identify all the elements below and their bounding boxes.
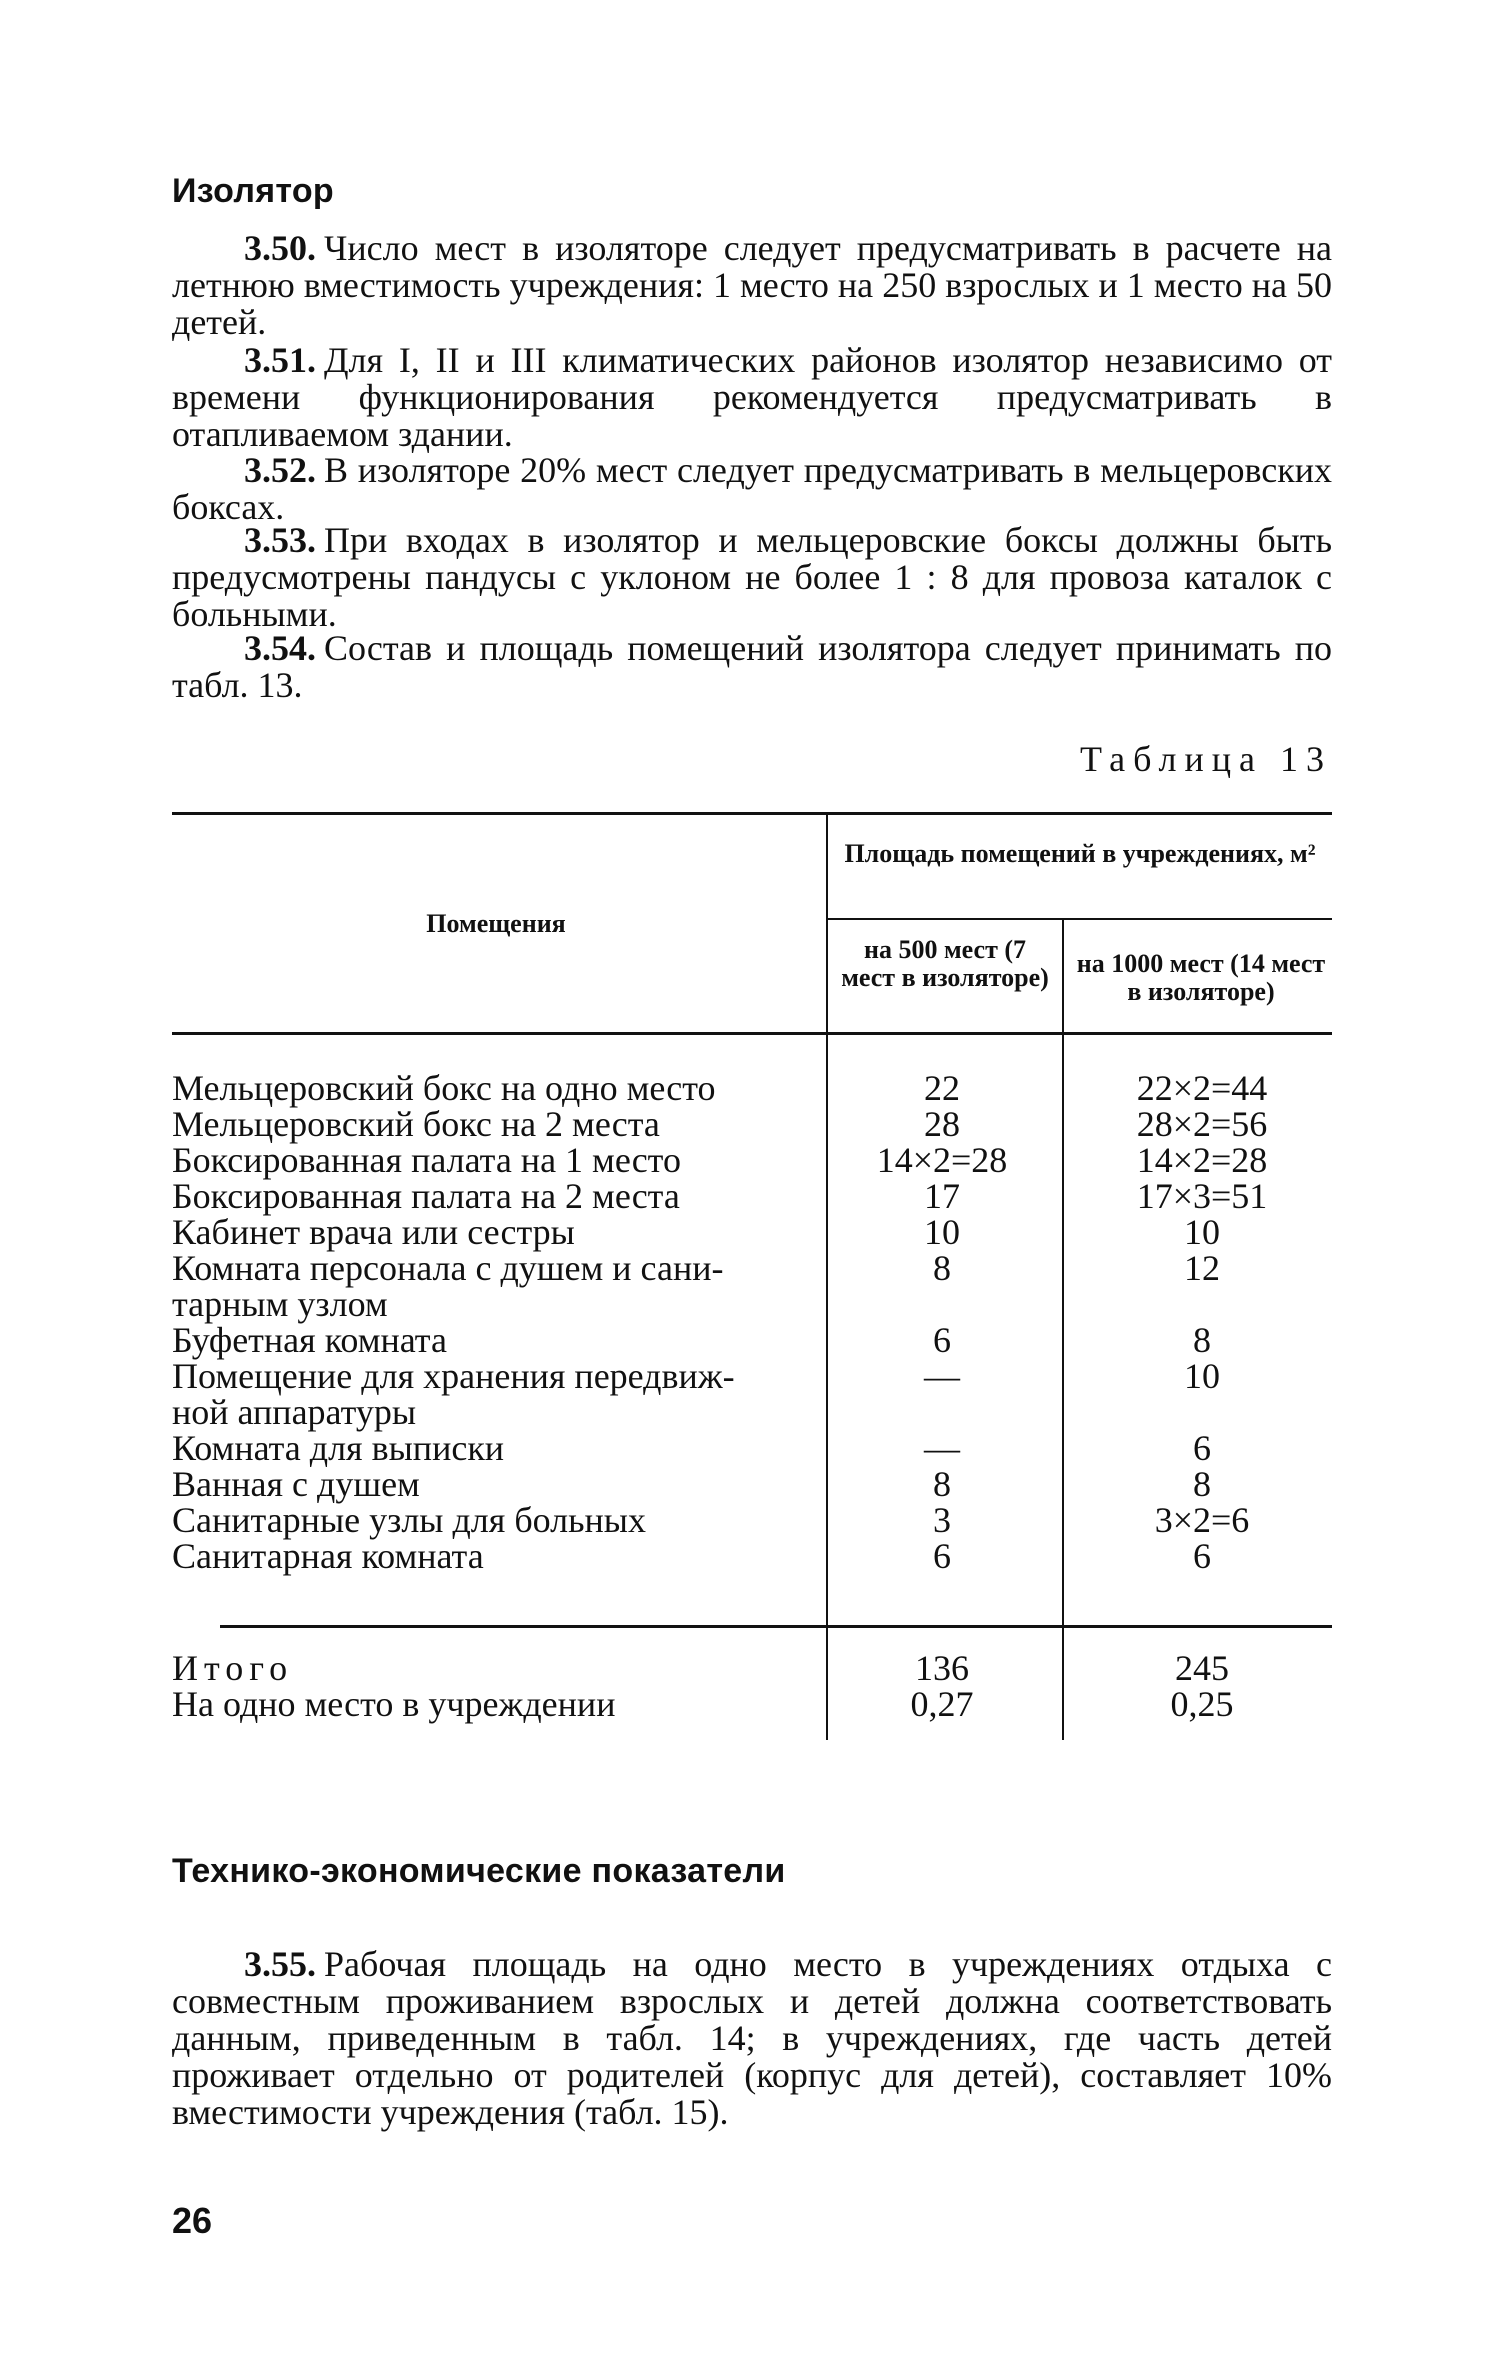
cell-500: 17 xyxy=(924,1176,960,1216)
paragraph-number: 3.51. xyxy=(244,340,316,380)
table-row xyxy=(172,1538,1332,1574)
cell-room: Боксированная палата на 1 место xyxy=(172,1140,681,1180)
paragraph-3-51 xyxy=(172,342,1332,453)
table-top-rule xyxy=(172,812,1332,815)
cell-room: Ванная с душем xyxy=(172,1464,420,1504)
table-total-row xyxy=(172,1650,1332,1686)
cell-1000: 10 xyxy=(1184,1212,1220,1252)
table-row xyxy=(172,1466,1332,1502)
paragraph-number: 3.54. xyxy=(244,628,316,668)
table-header-rooms: Помещения xyxy=(426,909,566,938)
table-header-500: на 500 мест (7 мест в изоляторе) xyxy=(841,935,1049,992)
table-row xyxy=(172,1394,1332,1430)
cell-1000: 8 xyxy=(1193,1320,1211,1360)
table-header-subrule xyxy=(828,918,1332,920)
cell-room: Комната для выписки xyxy=(172,1428,505,1468)
cell-1000: 8 xyxy=(1193,1464,1211,1504)
cell-500: 0,27 xyxy=(910,1684,974,1724)
paragraph-text: Число мест в изоляторе следует предусматривать в расчете на летнюю вместимость учреждения: 1 место на 250 взрослых и 1 место на 50 детей. xyxy=(172,228,1332,342)
table-caption: Таблица 13 xyxy=(1080,739,1332,779)
table-row xyxy=(172,1070,1332,1106)
paragraph-3-53 xyxy=(172,522,1332,633)
section-title-isolator: Изолятор xyxy=(172,172,334,210)
paragraph-text: В изоляторе 20% мест следует предусматривать в мельцеровских боксах. xyxy=(172,450,1332,527)
cell-room: Боксированная палата на 2 места xyxy=(172,1176,680,1216)
cell-room: На одно место в учреждении xyxy=(172,1684,616,1724)
table-header-bottom-rule xyxy=(172,1032,1332,1035)
cell-room: Кабинет врача или сестры xyxy=(172,1212,575,1252)
table-total-row xyxy=(172,1686,1332,1722)
cell-1000: 17×3=51 xyxy=(1136,1176,1268,1216)
table-row xyxy=(172,1214,1332,1250)
paragraph-number: 3.52. xyxy=(244,450,316,490)
paragraph-3-50 xyxy=(172,230,1332,341)
section-title-tech: Технико-экономические показатели xyxy=(172,1852,786,1890)
cell-500: 136 xyxy=(915,1648,969,1688)
cell-room: Помещение для хранения передвиж- xyxy=(172,1356,735,1396)
cell-1000: 28×2=56 xyxy=(1136,1104,1268,1144)
cell-1000: 14×2=28 xyxy=(1136,1140,1268,1180)
table-row xyxy=(172,1502,1332,1538)
cell-1000: 22×2=44 xyxy=(1136,1068,1268,1108)
cell-500: 22 xyxy=(924,1068,960,1108)
page-number: 26 xyxy=(172,2200,213,2241)
table-row xyxy=(172,1358,1332,1394)
cell-room: Буфетная комната xyxy=(172,1320,447,1360)
cell-room: ной аппаратуры xyxy=(172,1392,417,1432)
paragraph-number: 3.53. xyxy=(244,520,316,560)
paragraph-number: 3.55. xyxy=(244,1944,316,1984)
cell-500: 6 xyxy=(933,1536,951,1576)
table-row xyxy=(172,1286,1332,1322)
cell-500: — xyxy=(924,1428,960,1468)
cell-1000: 245 xyxy=(1175,1648,1229,1688)
cell-1000: 6 xyxy=(1193,1536,1211,1576)
table-header-area: Площадь помещений в учреждениях, м² xyxy=(844,839,1316,868)
cell-1000: 3×2=6 xyxy=(1154,1500,1250,1540)
cell-room: Мельцеровский бокс на одно место xyxy=(172,1068,716,1108)
cell-500: — xyxy=(924,1356,960,1396)
table-row xyxy=(172,1250,1332,1286)
cell-500: 8 xyxy=(933,1248,951,1288)
paragraph-text: Состав и площадь помещений изолятора следует принимать по табл. 13. xyxy=(172,628,1332,705)
table-header-1000: на 1000 мест (14 мест в изоляторе) xyxy=(1076,949,1326,1006)
cell-500: 6 xyxy=(933,1320,951,1360)
paragraph-text: При входах в изолятор и мельцеровские боксы должны быть предусмотрены пандусы с уклоном не более 1 : 8 для провоза каталок с больными. xyxy=(172,520,1332,634)
cell-1000: 0,25 xyxy=(1170,1684,1234,1724)
table-row xyxy=(172,1430,1332,1466)
table-row xyxy=(172,1178,1332,1214)
paragraph-3-52 xyxy=(172,452,1332,526)
cell-room: тарным узлом xyxy=(172,1284,388,1324)
cell-500: 8 xyxy=(933,1464,951,1504)
paragraph-3-54 xyxy=(172,630,1332,704)
cell-1000: 10 xyxy=(1184,1356,1220,1396)
cell-room: Комната персонала с душем и сани- xyxy=(172,1248,724,1288)
table-totals-rule xyxy=(220,1625,1332,1628)
paragraph-text: Для I, II и III климатических районов изолятор независимо от времени функционирования рекомендуется предусматривать в отапливаемом здании. xyxy=(172,340,1332,454)
cell-500: 28 xyxy=(924,1104,960,1144)
cell-1000: 12 xyxy=(1184,1248,1220,1288)
cell-room: Санитарные узлы для больных xyxy=(172,1500,646,1540)
paragraph-3-55 xyxy=(172,1946,1332,2131)
table-row xyxy=(172,1142,1332,1178)
cell-500: 10 xyxy=(924,1212,960,1252)
cell-room: Санитарная комната xyxy=(172,1536,484,1576)
paragraph-number: 3.50. xyxy=(244,228,316,268)
cell-room: Мельцеровский бокс на 2 места xyxy=(172,1104,660,1144)
table-row xyxy=(172,1322,1332,1358)
cell-500: 14×2=28 xyxy=(876,1140,1008,1180)
cell-1000: 6 xyxy=(1193,1428,1211,1468)
table-row xyxy=(172,1106,1332,1142)
paragraph-text: Рабочая площадь на одно место в учреждениях отдыха с совместным проживанием взрослых и детей должна соответствовать данным, приведенным в табл. 14; в учреждениях, где часть детей проживает отдельно от родителей (корпус для детей), составляет 10% вместимости учреждения (табл. 15). xyxy=(172,1944,1332,2132)
cell-room: Итого xyxy=(172,1648,294,1688)
cell-500: 3 xyxy=(933,1500,951,1540)
